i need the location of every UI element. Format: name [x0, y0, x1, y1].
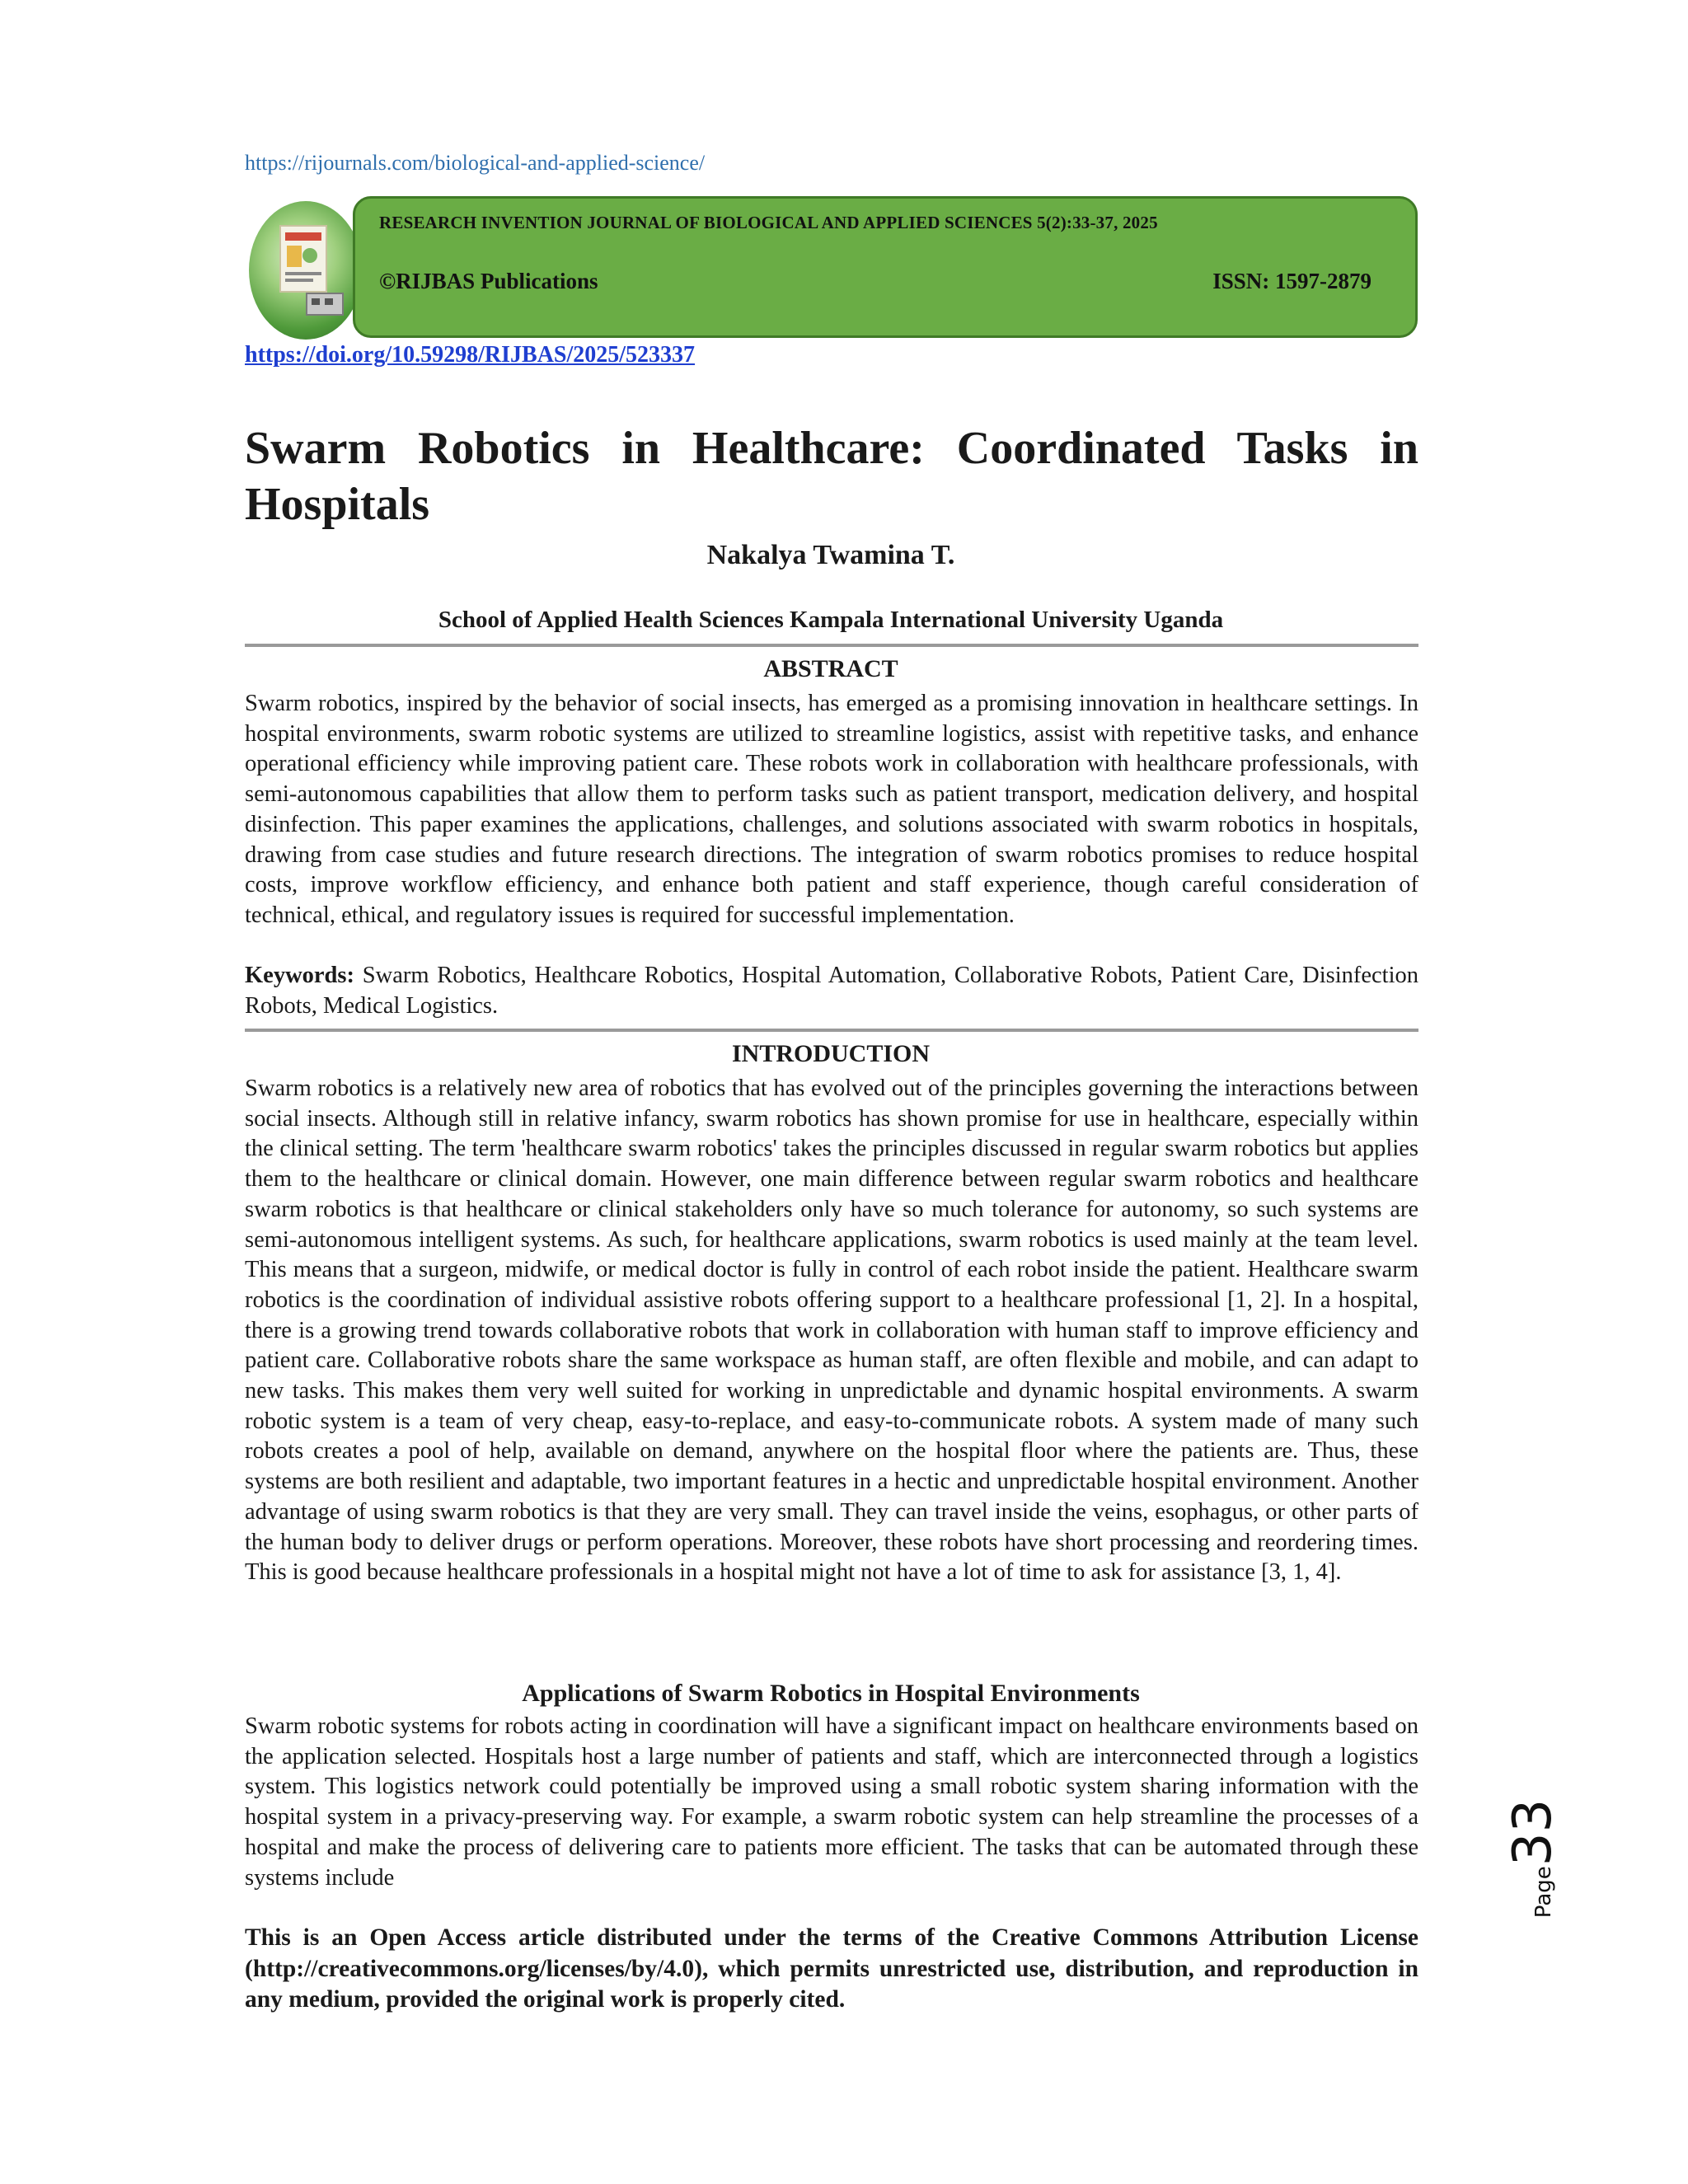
issn-label: ISSN: 1597-2879: [1212, 269, 1372, 293]
journal-url-link[interactable]: https://rijournals.com/biological-and-applied-science/: [245, 151, 706, 175]
journal-logo: [249, 201, 363, 340]
license-notice: This is an Open Access article distributed under the terms of the Creative Commons Attribution License (http://creativecommons.org/licenses/by/4.0), which permits unrestricted use, distribution, and reproduction in any medium, provided the original work is properly cited.: [245, 1924, 1418, 2013]
author-affiliation: School of Applied Health Sciences Kampala International University Uganda: [438, 607, 1224, 633]
applications-text: Swarm robotic systems for robots acting in coordination will have a significant impact on healthcare environments based on the application selected. Hospitals host a large number of patients and staff, which are interconnected through a logistics system. This logistics network could potentially be improved using a small robotic system sharing information with the hospital system in a privacy-preserving way. For example, a swarm robotic system can help streamline the processes of a hospital and make the process of delivering care to patients more efficient. The tasks that can be automated through these systems include: [245, 1713, 1418, 1891]
introduction-heading: INTRODUCTION: [731, 1040, 931, 1067]
page-number-value: 33: [1503, 1798, 1564, 1867]
section-divider: [245, 1029, 1418, 1032]
journal-cover-image: [249, 201, 363, 340]
abstract-heading: ABSTRACT: [763, 655, 898, 682]
page-word: Page: [1531, 1866, 1556, 1919]
keywords: [245, 961, 1418, 1021]
abstract-text: Swarm robotics, inspired by the behavior of social insects, has emerged as a promising innovation in healthcare settings. In hospital environments, swarm robotic systems are utilized to streamline logistics, assist with repetitive tasks, and enhance operational efficiency while improving patient care. These robots work in collaboration with healthcare professionals, with semi-autonomous capabilities that allow them to perform tasks such as patient transport, medication delivery, and hospital disinfection. This paper examines the applications, challenges, and solutions associated with swarm robotics in hospitals, drawing from case studies and future research directions. The integration of swarm robotics promises to reduce hospital costs, improve workflow efficiency, and enhance both patient and staff experience, though careful consideration of technical, ethical, and regulatory issues is required for successful implementation.: [245, 691, 1418, 928]
author-name: Nakalya Twamina T.: [706, 540, 955, 570]
keywords-label: Keywords:: [245, 963, 354, 988]
journal-name: RESEARCH INVENTION JOURNAL OF BIOLOGICAL AND APPLIED SCIENCES 5(2):33-37, 2025: [379, 213, 1158, 232]
doi-link[interactable]: https://doi.org/10.59298/RIJBAS/2025/523337: [245, 342, 696, 368]
publisher-label: ©RIJBAS Publications: [379, 269, 598, 293]
section-divider: [245, 644, 1418, 647]
paper-title: Swarm Robotics in Healthcare: Coordinated Tasks in Hospitals: [245, 423, 1418, 530]
introduction-text: Swarm robotics is a relatively new area of robotics that has evolved out of the principles governing the interactions between social insects. Although still in relative infancy, swarm robotics has shown promise for use in healthcare, especially within the clinical setting. The term 'healthcare swarm robotics' takes the principles discussed in regular swarm robotics but applies them to the healthcare or clinical domain. However, one main difference between regular swarm robotics and healthcare swarm robotics is that healthcare or clinical stakeholders only have so much tolerance for autonomy, so such systems are semi-autonomous intelligent systems. As such, for healthcare applications, swarm robotics is used mainly at the team level. This means that a surgeon, midwife, or medical doctor is fully in control of each robot inside the patient. Healthcare swarm robotics is the coordination of individual assistive robots offering support to a healthcare professional [1, 2]. In a hospital, there is a growing trend towards collaborative robots that work in collaboration with human staff to improve efficiency and patient care. Collaborative robots share the same workspace as human staff, are often flexible and mobile, and can adapt to new tasks. This makes them very well suited for working in unpredictable and dynamic hospital environments. A swarm robotic system is a team of very cheap, easy-to-replace, and easy-to-communicate robots. A system made of many such robots creates a pool of help, available on demand, anywhere on the hospital floor where the patients are. Thus, these systems are both resilient and adaptable, two important features in a hectic and unpredictable hospital environment. Another advantage of using swarm robotics is that they are very small. They can travel inside the veins, esophagus, or other parts of the human body to deliver drugs or perform operations. Moreover, these robots have short processing and reordering times. This is good because healthcare professionals in a hospital might not have a lot of time to ask for assistance [3, 1, 4].: [245, 1076, 1418, 1586]
keywords-list: Swarm Robotics, Healthcare Robotics, Hospital Automation, Collaborative Robots, Patient Care, Disinfection Robots, Medical Logistics.: [245, 963, 1418, 1019]
applications-heading: Applications of Swarm Robotics in Hospital Environments: [522, 1680, 1140, 1707]
page-number: [1503, 1798, 1593, 1919]
